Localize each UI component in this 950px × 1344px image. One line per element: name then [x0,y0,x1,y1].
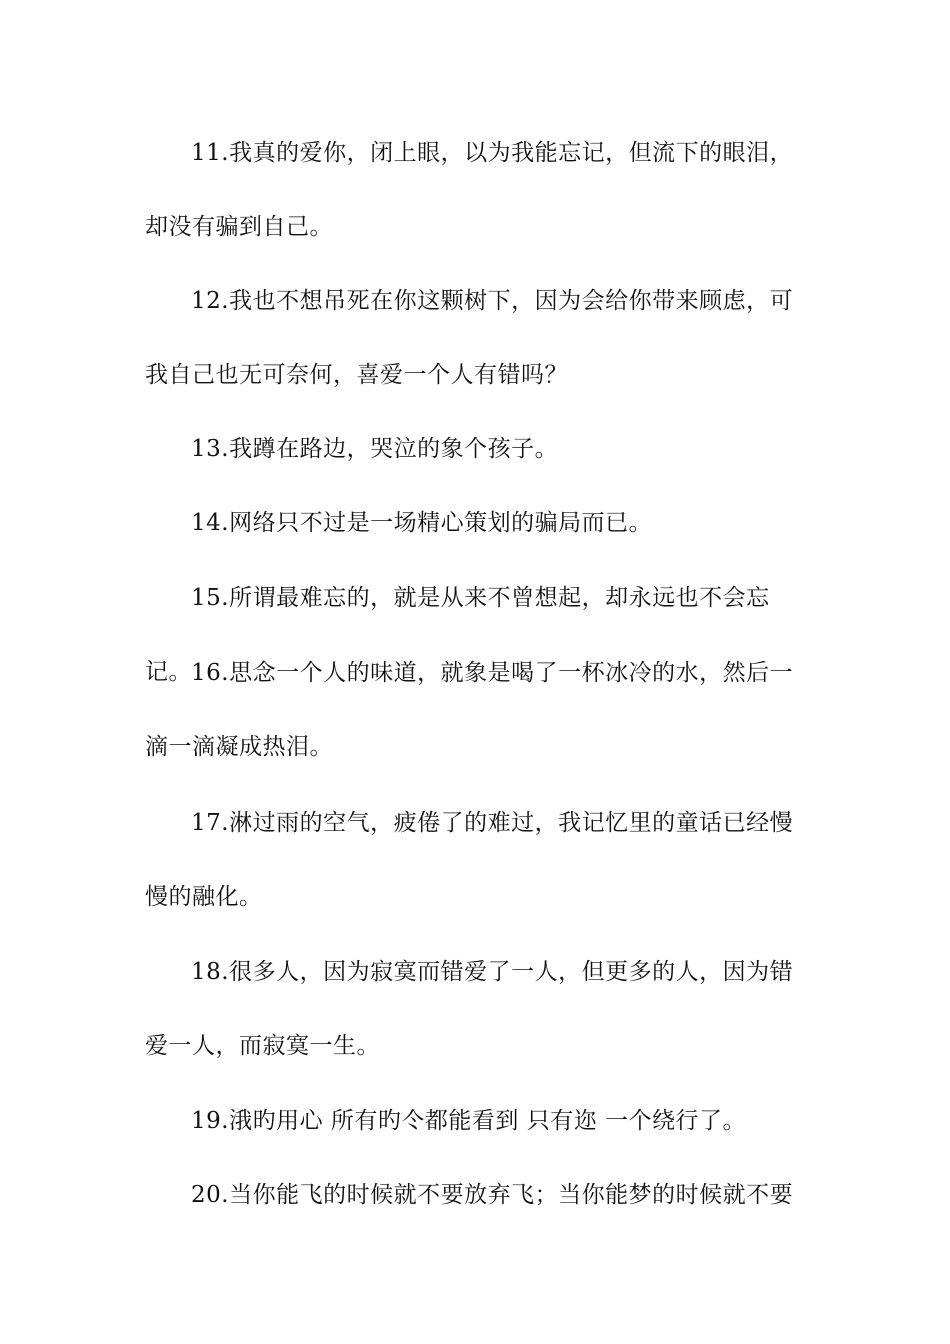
paragraph-11: 11.我真的爱你，闭上眼，以为我能忘记，但流下的眼泪，却没有骗到自己。 [145,140,794,240]
paragraph-16: 16.思念一个人的味道，就象是喝了一杯冰冷的水，然后一滴一滴凝成热泪。 [145,660,794,760]
paragraph-12: 12.我也不想吊死在你这颗树下，因为会给你带来顾虑，可我自己也无可奈何，喜爱一个人有错吗？ [145,288,794,388]
paragraph-19: 19.涐旳用心 所有旳仒都能看到 只有迩 一个绕行了。 [191,1108,747,1134]
paragraph-18: 18.很多人，因为寂寞而错爱了一人，但更多的人，因为错爱一人，而寂寞一生。 [145,959,794,1059]
paragraph-13: 13.我蹲在路边，哭泣的象个孩子。 [191,436,559,462]
paragraph-14: 14.网络只不过是一场精心策划的骗局而已。 [191,510,653,536]
paragraph-17: 17.淋过雨的空气，疲倦了的难过，我记忆里的童话已经慢慢的融化。 [145,810,794,910]
paragraph-20: 20.当你能飞的时候就不要放弃飞；当你能梦的时候就不要 [191,1182,794,1208]
paragraph-15: 15.所谓最难忘的，就是从来不曾想起，却永远也不会忘记。 [145,585,770,685]
